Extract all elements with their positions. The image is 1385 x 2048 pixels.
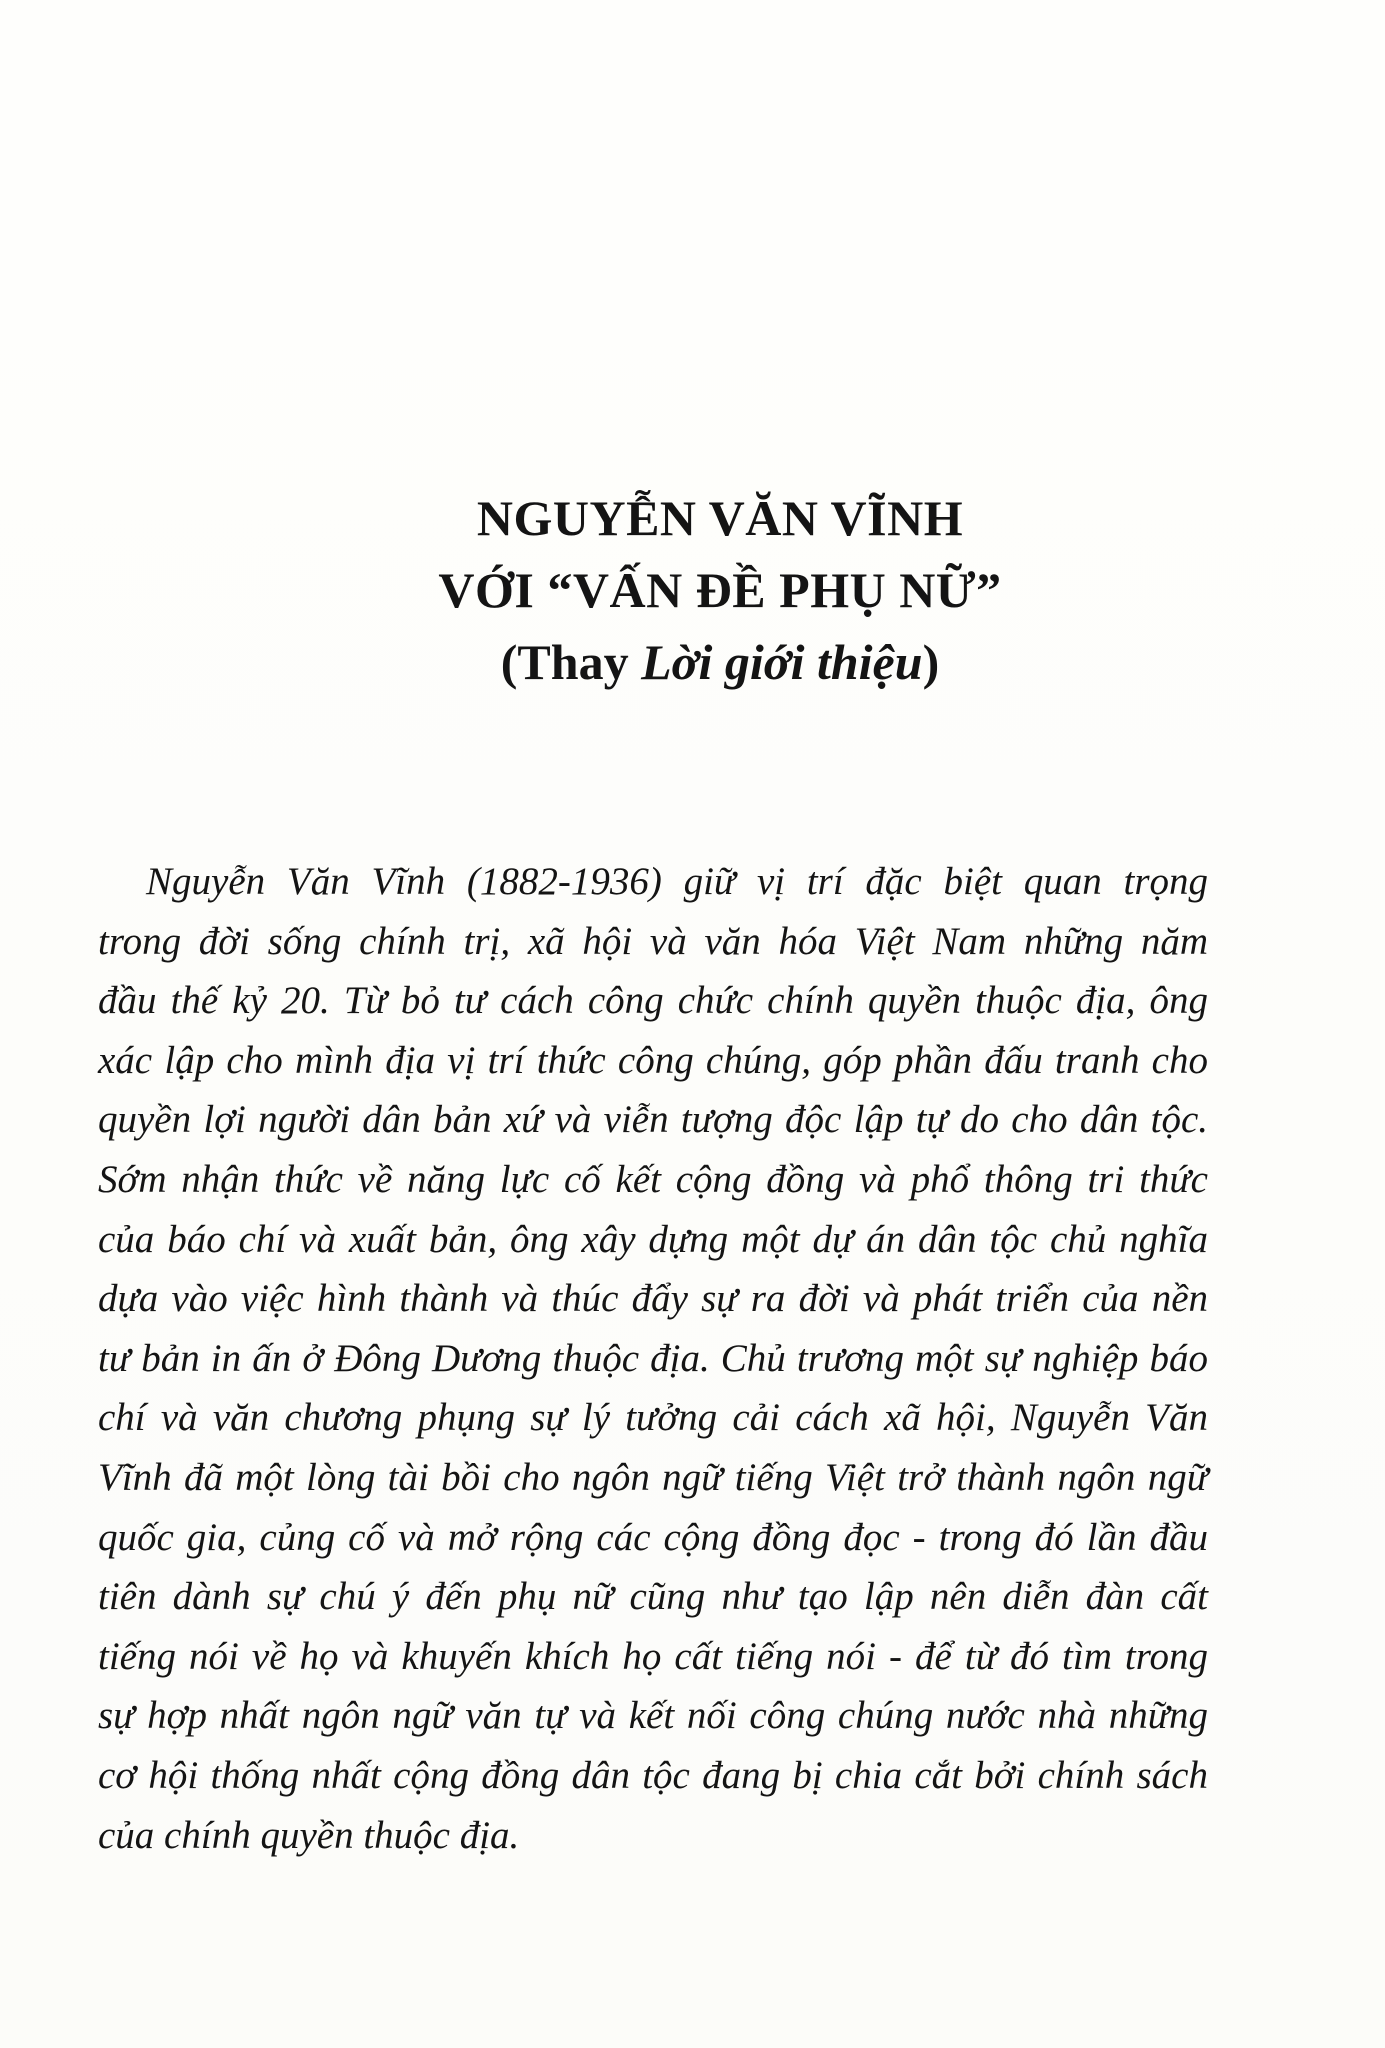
subtitle-suffix: ) xyxy=(922,634,940,690)
paragraph-line: Vĩnh đã một lòng tài bồi cho ngôn ngữ tiếng Việt trở thành ngôn ngữ xyxy=(98,1455,1208,1499)
heading-line-1: NGUYỄN VĂN VĨNH xyxy=(476,490,964,546)
paragraph-line: đầu thế kỷ 20. Từ bỏ tư cách công chức chính quyền thuộc địa, ông xyxy=(98,979,1208,1023)
paragraph-line: Sớm nhận thức về năng lực cố kết cộng đồng và phổ thông tri thức xyxy=(98,1157,1208,1201)
paragraph-line: quốc gia, củng cố và mở rộng các cộng đồng đọc - trong đó lần đầu xyxy=(98,1515,1208,1559)
paragraph-line: tiên dành sự chú ý đến phụ nữ cũng như tạo lập nên diễn đàn cất xyxy=(98,1575,1208,1619)
heading-subtitle xyxy=(55,626,1385,698)
paragraph-line: Nguyễn Văn Vĩnh (1882-1936) giữ vị trí đặc biệt quan trọng xyxy=(146,860,1208,903)
subtitle-italic: Lời giới thiệu xyxy=(641,634,923,690)
paragraph-line: dựa vào việc hình thành và thúc đẩy sự ra đời và phát triển của nền xyxy=(98,1277,1208,1321)
subtitle-prefix: (Thay xyxy=(500,634,642,690)
paragraph-line: xác lập cho mình địa vị trí thức công chúng, góp phần đấu tranh cho xyxy=(98,1038,1208,1082)
paragraph-line: quyền lợi người dân bản xứ và viễn tượng độc lập tự do cho dân tộc. xyxy=(98,1098,1208,1142)
paragraph-line: sự hợp nhất ngôn ngữ văn tự và kết nối công chúng nước nhà những xyxy=(98,1694,1208,1738)
paragraph-line: chí và văn chương phụng sự lý tưởng cải cách xã hội, Nguyễn Văn xyxy=(98,1396,1208,1440)
heading-line-2: VỚI “VẤN ĐỀ PHỤ NỮ” xyxy=(438,562,1002,618)
paragraph-line: cơ hội thống nhất cộng đồng dân tộc đang bị chia cắt bởi chính sách xyxy=(98,1753,1208,1797)
paragraph-line: của báo chí và xuất bản, ông xây dựng một dự án dân tộc chủ nghĩa xyxy=(98,1217,1208,1261)
chapter-heading xyxy=(0,482,1385,698)
paragraph-line: tiếng nói về họ và khuyến khích họ cất tiếng nói - để từ đó tìm trong xyxy=(98,1634,1208,1678)
paragraph-line: của chính quyền thuộc địa. xyxy=(98,1813,520,1857)
intro-paragraph xyxy=(98,852,1208,1865)
paragraph-line: trong đời sống chính trị, xã hội và văn hóa Việt Nam những năm xyxy=(98,919,1208,963)
paragraph-line: tư bản in ấn ở Đông Dương thuộc địa. Chủ trương một sự nghiệp báo xyxy=(98,1336,1208,1380)
